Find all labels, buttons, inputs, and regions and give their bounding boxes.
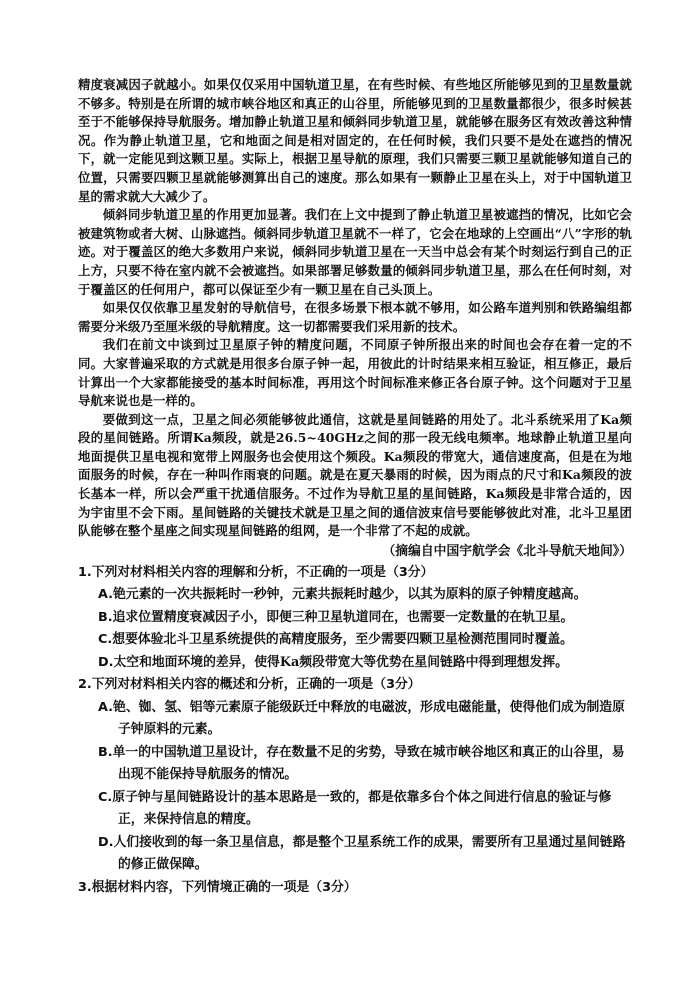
question-1 (78, 562, 632, 675)
reading-passage (78, 76, 632, 541)
option-letter: B. (98, 744, 113, 760)
question-option (78, 629, 632, 652)
passage-paragraph-4: 我们在前文中谈到过卫星原子钟的精度问题，不同原子钟所报出来的时间也会存在着一定的不同。大家普遍采取的方式就是用很多台原子钟一起，用彼此的计时结果来相互验证，相互修正，最后计算出一个大家都能接受的基本时间标准，再用这个时间标准来修正各台原子钟。这个问题对于卫星导航来说也是一样的。 (78, 337, 632, 409)
passage-paragraph-3: 如果仅仅依靠卫星发射的导航信号，在很多场景下根本就不够用，如公路车道判别和铁路编组都需要分米级乃至厘米级的导航精度。这一切都需要我们采用新的技术。 (78, 300, 632, 334)
question-option (78, 742, 632, 787)
option-text: 追求位置精度衰减因子小，即便三种卫星轨道同在，也需要一定数量的在轨卫星。 (112, 609, 574, 625)
passage-paragraph-5: 要做到这一点，卫星之间必须能够彼此通信，这就是星间链路的用处了。北斗系统采用了Ka频段的星间链路。所谓Ka频段，就是26.5~40GHz之间的那一段无线电频率。地球静止轨道卫星向地面提供卫星电视和宽带上网服务也会使用这个频段。Ka频段的带宽大，通信速度高，但是在为地面服务的时候，存在一种叫作雨衰的问题。就是在夏天暴雨的时候，因为雨点的尺寸和Ka频段的波长基本一样，所以会严重干扰通信服务。不过作为导航卫星的星间链路，Ka频段是非常合适的，因为宇宙里不会下雨。星间链路的关键技术就是卫星之间的通信波束信号要能够彼此对准，北斗卫星团队能够在整个星座之间实现星间链路的组网，是一个非常了不起的成就。 (78, 411, 632, 539)
question-option (78, 832, 632, 877)
question-option (78, 584, 632, 607)
option-letter: C. (98, 632, 113, 648)
option-text: 原子钟与星间链路设计的基本思路是一致的，都是依靠多台个体之间进行信息的验证与修正，来保持信息的精度。 (112, 789, 612, 828)
option-text: 想要体验北斗卫星系统提供的高精度服务，至少需要四颗卫星检测范围同时覆盖。 (112, 632, 573, 648)
question-stem: 1.下列对材料相关内容的理解和分析，不正确的一项是（3分） (78, 564, 434, 580)
passage-paragraph-2: 倾斜同步轨道卫星的作用更加显著。我们在上文中提到了静止轨道卫星被遮挡的情况，比如它会被建筑物或者大树、山脉遮挡。倾斜同步轨道卫星就不一样了，它会在地球的上空画出“八”字形的轨迹。对于覆盖区的绝大多数用户来说，倾斜同步轨道卫星在一天当中总会有某个时刻运行到自己的正上方，只要不待在室内就不会被遮挡。如果部署足够数量的倾斜同步轨道卫星，那么在任何时刻，对于覆盖区的任何用户，都可以保证至少有一颗卫星在自己头顶上。 (78, 207, 632, 297)
option-letter: D. (98, 834, 114, 850)
option-letter: C. (98, 789, 113, 805)
option-text: 单一的中国轨道卫星设计，存在数量不足的劣势，导致在城市峡谷地区和真正的山谷里，易出现不能保持导航服务的情况。 (112, 744, 625, 783)
question-option (78, 697, 632, 742)
question-list (78, 562, 632, 900)
passage-source: （摘编自中国宇航学会《北斗导航天地间》） (382, 543, 632, 559)
question-option (78, 652, 632, 675)
option-letter: A. (98, 587, 114, 603)
question-2 (78, 674, 632, 877)
passage-paragraph-1: 精度衰减因子就越小。如果仅仅采用中国轨道卫星，在有些时候、有些地区所能够见到的卫星数量就不够多。特别是在所谓的城市峡谷地区和真正的山谷里，所能够见到的卫星数量都很少，很多时候甚至于不能够保持导航服务。增加静止轨道卫星和倾斜同步轨道卫星，就能够在服务区有效改善这种情况。作为静止轨道卫星，它和地面之间是相对固定的，在任何时候，我们只要不是处在遮挡的情况下，就一定能见到这颗卫星。实际上，根据卫星导航的原理，我们只需要三颗卫星就能够知道自己的位置，只需要四颗卫星就能够测算出自己的速度。那么如果有一颗静止卫星在头上，对于中国轨道卫星的需求就大大减少了。 (78, 77, 632, 204)
question-3 (78, 877, 632, 900)
question-option (78, 787, 632, 832)
option-letter: B. (98, 609, 113, 625)
question-stem: 3.根据材料内容，下列情境正确的一项是（3分） (78, 879, 357, 895)
option-letter: A. (98, 699, 114, 715)
option-text: 人们接收到的每一条卫星信息，都是整个卫星系统工作的成果，需要所有卫星通过星间链路的修正做保障。 (113, 834, 626, 873)
question-option (78, 607, 632, 630)
option-text: 太空和地面环境的差异，使得Ka频段带宽大等优势在星间链路中得到理想发挥。 (113, 654, 568, 670)
option-text: 铯元素的一次共振耗时一秒钟，元素共振耗时越少，以其为原料的原子钟精度越高。 (113, 587, 587, 603)
option-letter: D. (98, 654, 114, 670)
option-text: 铯、铷、氢、铝等元素原子能级跃迁中释放的电磁波，形成电磁能量，使得他们成为制造原子钟原料的元素。 (113, 699, 625, 738)
question-stem: 2.下列对材料相关内容的概述和分析，正确的一项是（3分） (78, 677, 421, 693)
